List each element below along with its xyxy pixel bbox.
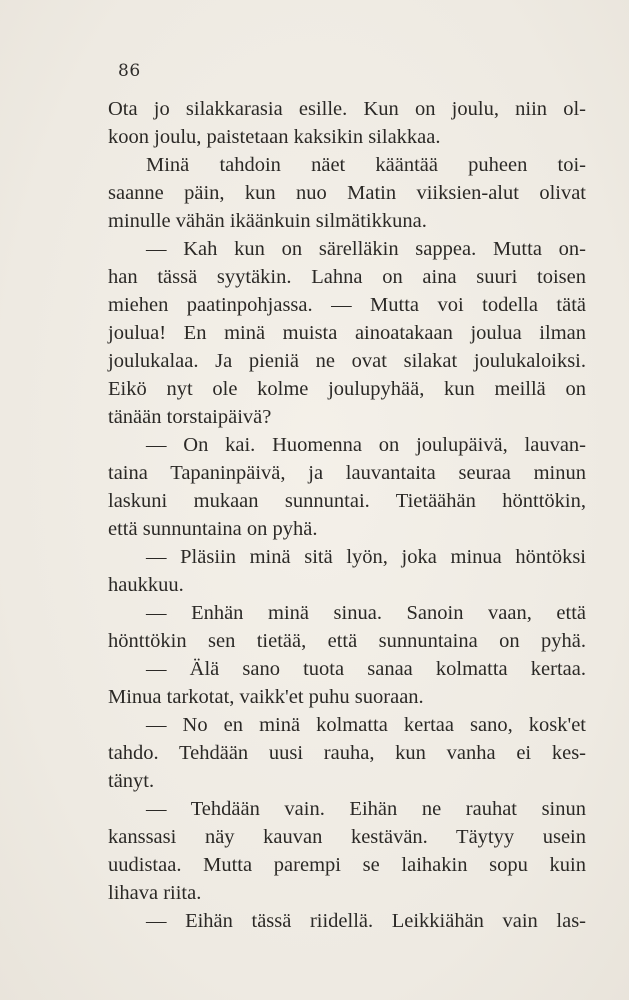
text-line: — Enhän minä sinua. Sanoin vaan, että — [146, 602, 586, 624]
text-line: Ota jo silakkarasia esille. Kun on joulu, niin ol- — [108, 98, 586, 120]
text-line: — Eihän tässä riidellä. Leikkiähän vain las- — [146, 910, 586, 932]
text-line: — Älä sano tuota sanaa kolmatta kertaa. — [146, 658, 586, 680]
text-line: että sunnuntaina on pyhä. — [108, 518, 318, 540]
text-line: tänään torstaipäivä? — [108, 406, 272, 428]
text-line: haukkuu. — [108, 574, 184, 596]
text-line: saanne päin, kun nuo Matin viiksien-alut olivat — [108, 182, 586, 204]
text-line: tahdo. Tehdään uusi rauha, kun vanha ei kes- — [108, 742, 586, 764]
text-line: hönttökin sen tietää, että sunnuntaina on pyhä. — [108, 630, 586, 652]
text-line: joulua! En minä muista ainoatakaan joulua ilman — [108, 322, 586, 344]
text-line: Eikö nyt ole kolme joulupyhää, kun meillä on — [108, 378, 586, 400]
text-line: — On kai. Huomenna on joulupäivä, lauvan- — [146, 434, 586, 456]
text-line: joulukalaa. Ja pieniä ne ovat silakat joulukaloiksi. — [108, 350, 586, 372]
text-line: uudistaa. Mutta parempi se laihakin sopu kuin — [108, 854, 586, 876]
text-line: Minua tarkotat, vaikk'et puhu suoraan. — [108, 686, 424, 708]
text-line: miehen paatinpohjassa. — Mutta voi todella tätä — [108, 294, 586, 316]
text-line: — Pläsiin minä sitä lyön, joka minua höntöksi — [146, 546, 586, 568]
text-line: — No en minä kolmatta kertaa sano, kosk'et — [146, 714, 586, 736]
text-line: koon joulu, paistetaan kaksikin silakkaa. — [108, 126, 441, 148]
text-line: taina Tapaninpäivä, ja lauvantaita seuraa minun — [108, 462, 586, 484]
text-line: — Tehdään vain. Eihän ne rauhat sinun — [146, 798, 586, 820]
text-line: laskuni mukaan sunnuntai. Tietäähän hönttökin, — [108, 490, 586, 512]
page-number: 86 — [118, 61, 141, 81]
text-line: lihava riita. — [108, 882, 202, 904]
text-line: han tässä syytäkin. Lahna on aina suuri toisen — [108, 266, 586, 288]
text-line: — Kah kun on särelläkin sappea. Mutta on- — [146, 238, 586, 260]
text-line: kanssasi näy kauvan kestävän. Täytyy usein — [108, 826, 586, 848]
text-line: minulle vähän ikäänkuin silmätikkuna. — [108, 210, 427, 232]
text-line: tänyt. — [108, 770, 155, 792]
text-line: Minä tahdoin näet kääntää puheen toi- — [146, 154, 586, 176]
